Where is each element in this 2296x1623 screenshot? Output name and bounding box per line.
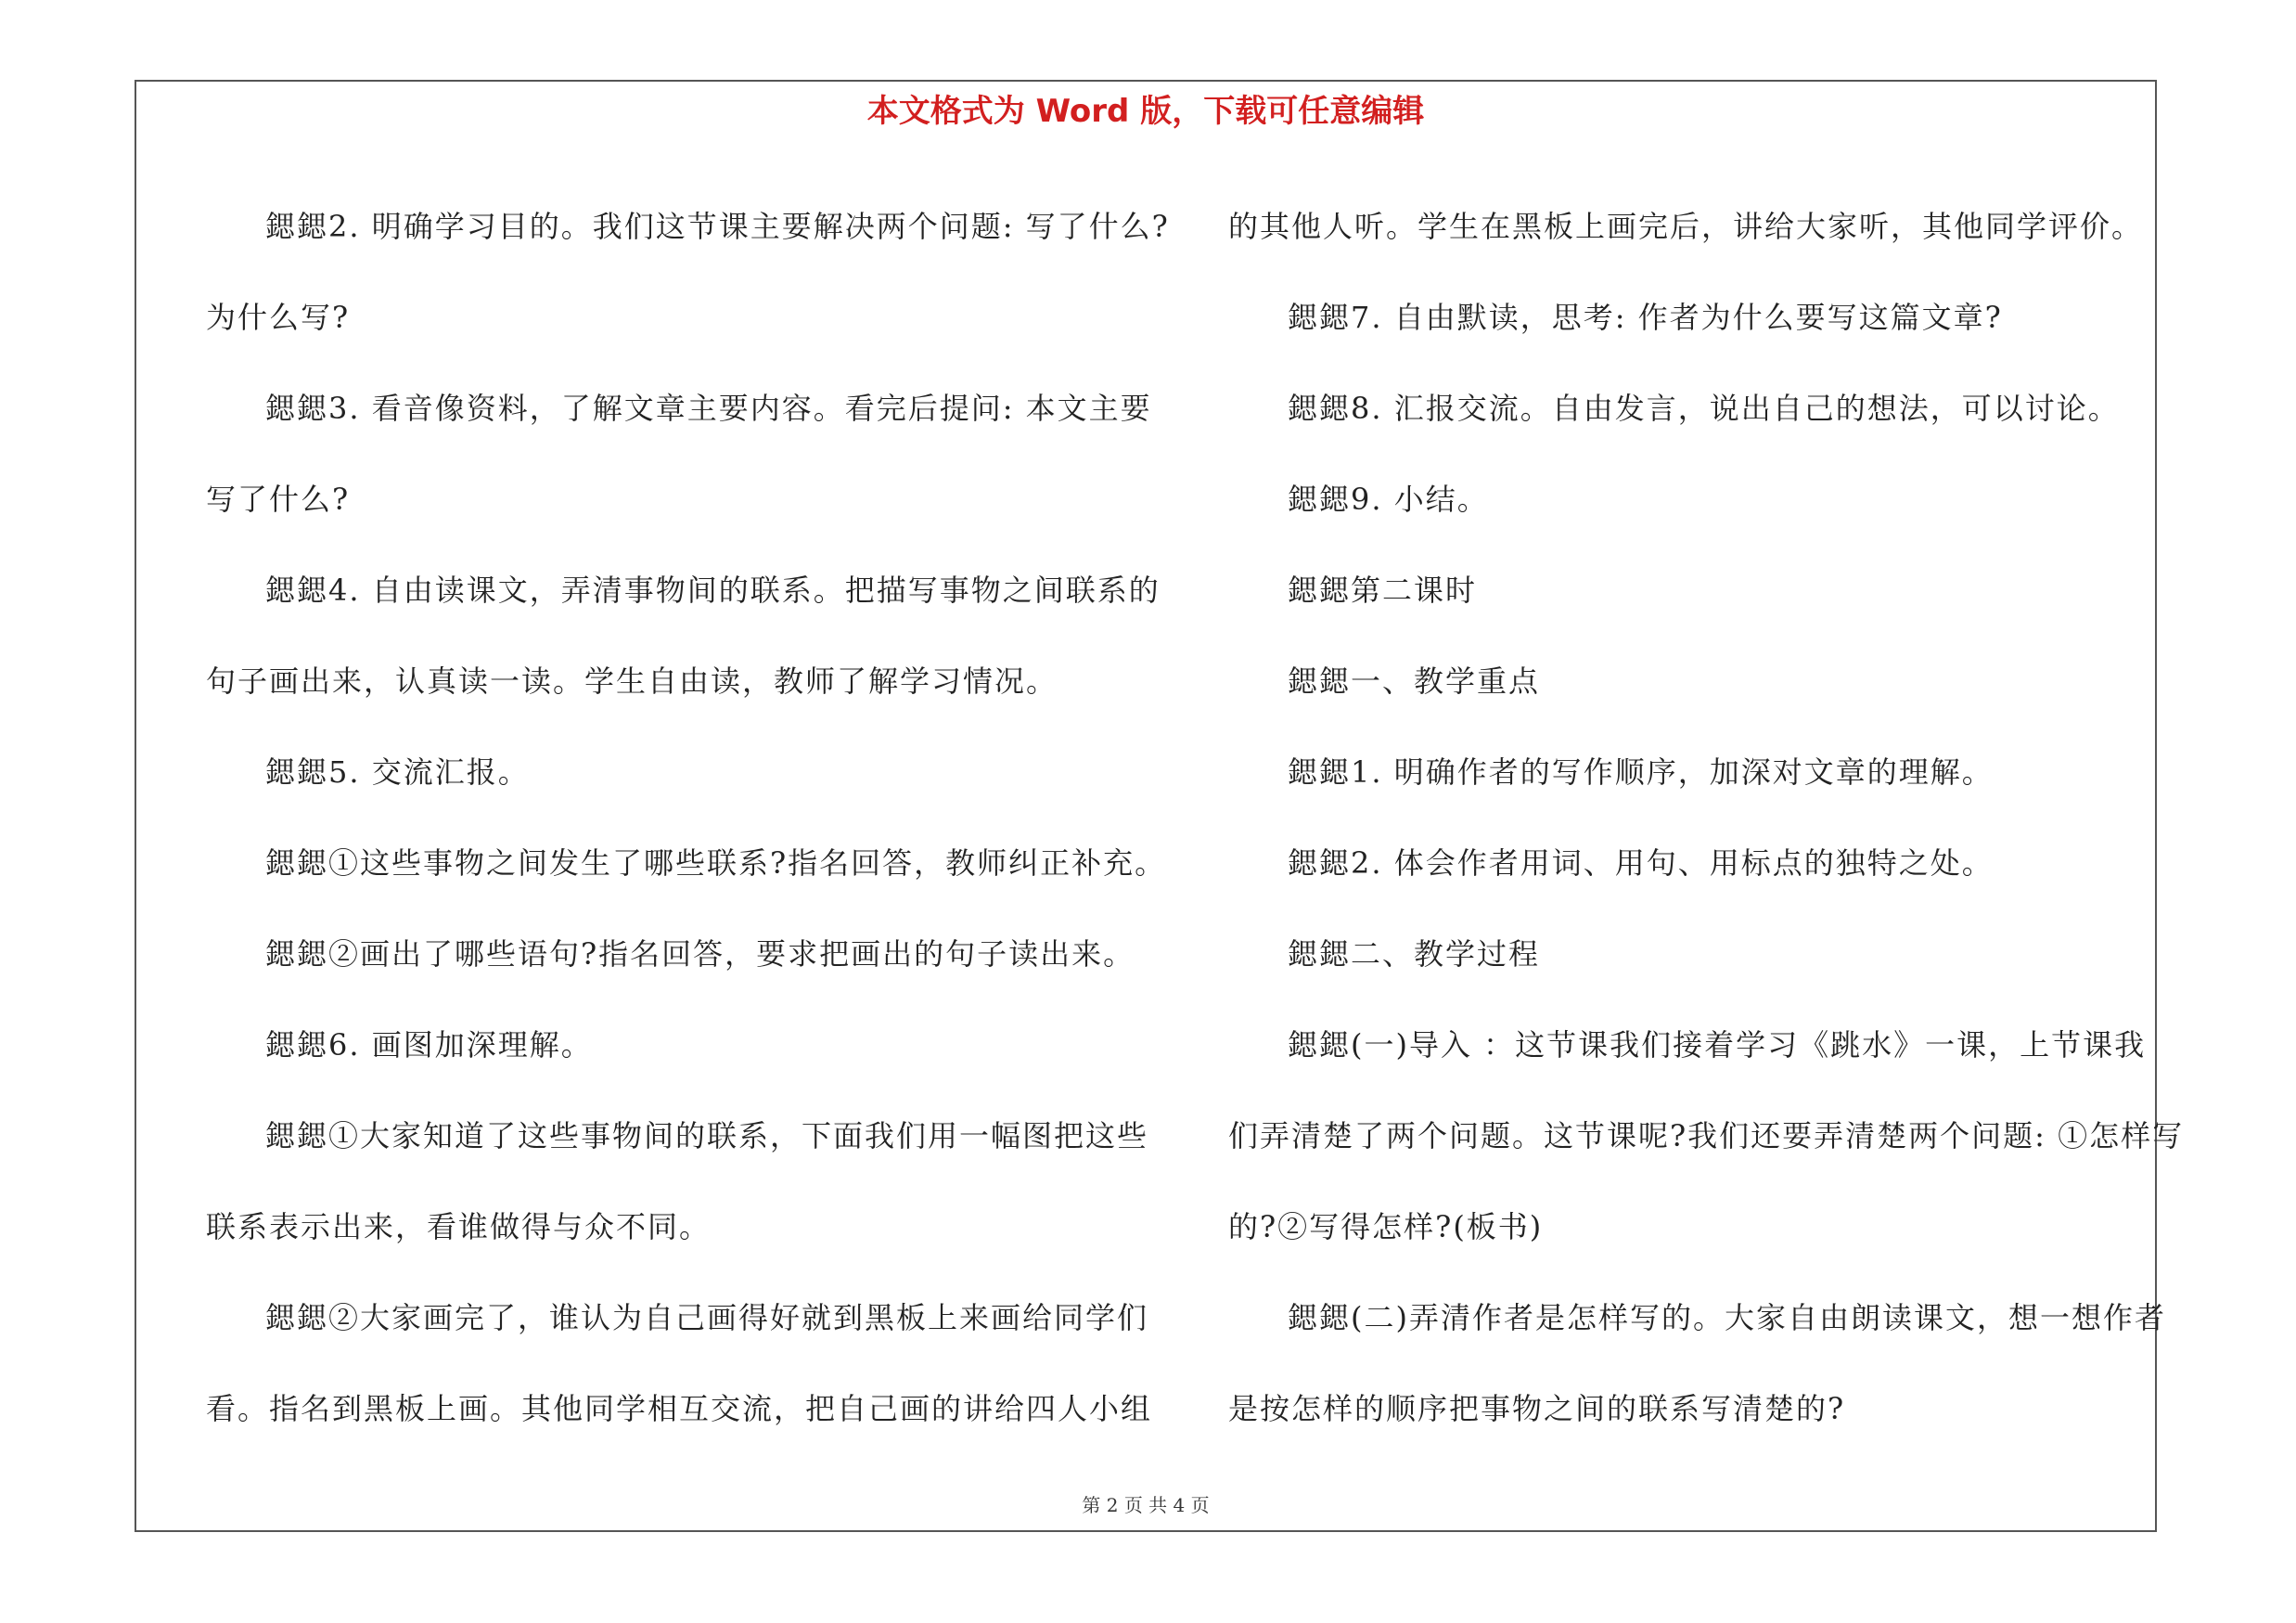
text-line: 鍶鍶4. 自由读课文，弄清事物间的联系。把描写事物之间联系的 (265, 573, 1161, 608)
text-line: 鍶鍶二、教学过程 (1288, 936, 1541, 972)
page-number: 第 2 页 共 4 页 (1082, 1494, 1210, 1516)
text-line: 鍶鍶(二)弄清作者是怎样写的。大家自由朗读课文，想一想作者 (1288, 1300, 2166, 1335)
text-line: 鍶鍶一、教学重点 (1288, 663, 1541, 699)
text-line: 鍶鍶①这些事物之间发生了哪些联系?指名回答，教师纠正补充。 (265, 845, 1167, 881)
text-line: 鍶鍶8. 汇报交流。自由发言，说出自己的想法，可以讨论。 (1288, 391, 2120, 426)
right-column (1228, 181, 2185, 1454)
text-line: 鍶鍶②画出了哪些语句?指名回答，要求把画出的句子读出来。 (265, 936, 1135, 972)
text-line: 的其他人听。学生在黑板上画完后，讲给大家听，其他同学评价。 (1228, 209, 2144, 244)
text-line: 鍶鍶1. 明确作者的写作顺序，加深对文章的理解。 (1288, 754, 1994, 790)
text-line: 鍶鍶3. 看音像资料，了解文章主要内容。看完后提问: 本文主要 (265, 391, 1152, 426)
text-line: 鍶鍶7. 自由默读，思考: 作者为什么要写这篇文章? (1288, 300, 2003, 335)
text-line: 鍶鍶6. 画图加深理解。 (265, 1027, 593, 1063)
text-line: 为什么写? (206, 300, 351, 335)
text-line: 是按怎样的顺序把事物之间的联系写清楚的? (1228, 1391, 1846, 1426)
text-line: 鍶鍶2. 体会作者用词、用句、用标点的独特之处。 (1288, 845, 1994, 881)
text-line: 鍶鍶2. 明确学习目的。我们这节课主要解决两个问题: 写了什么? (265, 209, 1170, 244)
text-line: 写了什么? (206, 482, 351, 517)
text-line: 鍶鍶②大家画完了，谁认为自己画得好就到黑板上来画给同学们 (265, 1300, 1149, 1335)
text-line: 的?②写得怎样?(板书) (1228, 1209, 1544, 1244)
text-line: 看。指名到黑板上画。其他同学相互交流，把自己画的讲给四人小组 (206, 1391, 1153, 1426)
document-banner: 本文格式为 Word 版，下载可任意编辑 (866, 93, 1425, 130)
left-column (206, 181, 1170, 1454)
text-line: 鍶鍶5. 交流汇报。 (265, 754, 530, 790)
text-line: 鍶鍶第二课时 (1288, 573, 1478, 608)
text-line: 鍶鍶(一)导入 ：这节课我们接着学习《跳水》一课，上节课我 (1288, 1027, 2147, 1063)
text-line: 联系表示出来，看谁做得与众不同。 (206, 1209, 712, 1244)
text-line: 鍶鍶①大家知道了这些事物间的联系，下面我们用一幅图把这些 (265, 1118, 1149, 1153)
text-line: 们弄清楚了两个问题。这节课呢?我们还要弄清楚两个问题: ①怎样写 (1228, 1118, 2185, 1153)
text-line: 句子画出来，认真读一读。学生自由读，教师了解学习情况。 (206, 663, 1058, 699)
text-line: 鍶鍶9. 小结。 (1288, 482, 1489, 517)
